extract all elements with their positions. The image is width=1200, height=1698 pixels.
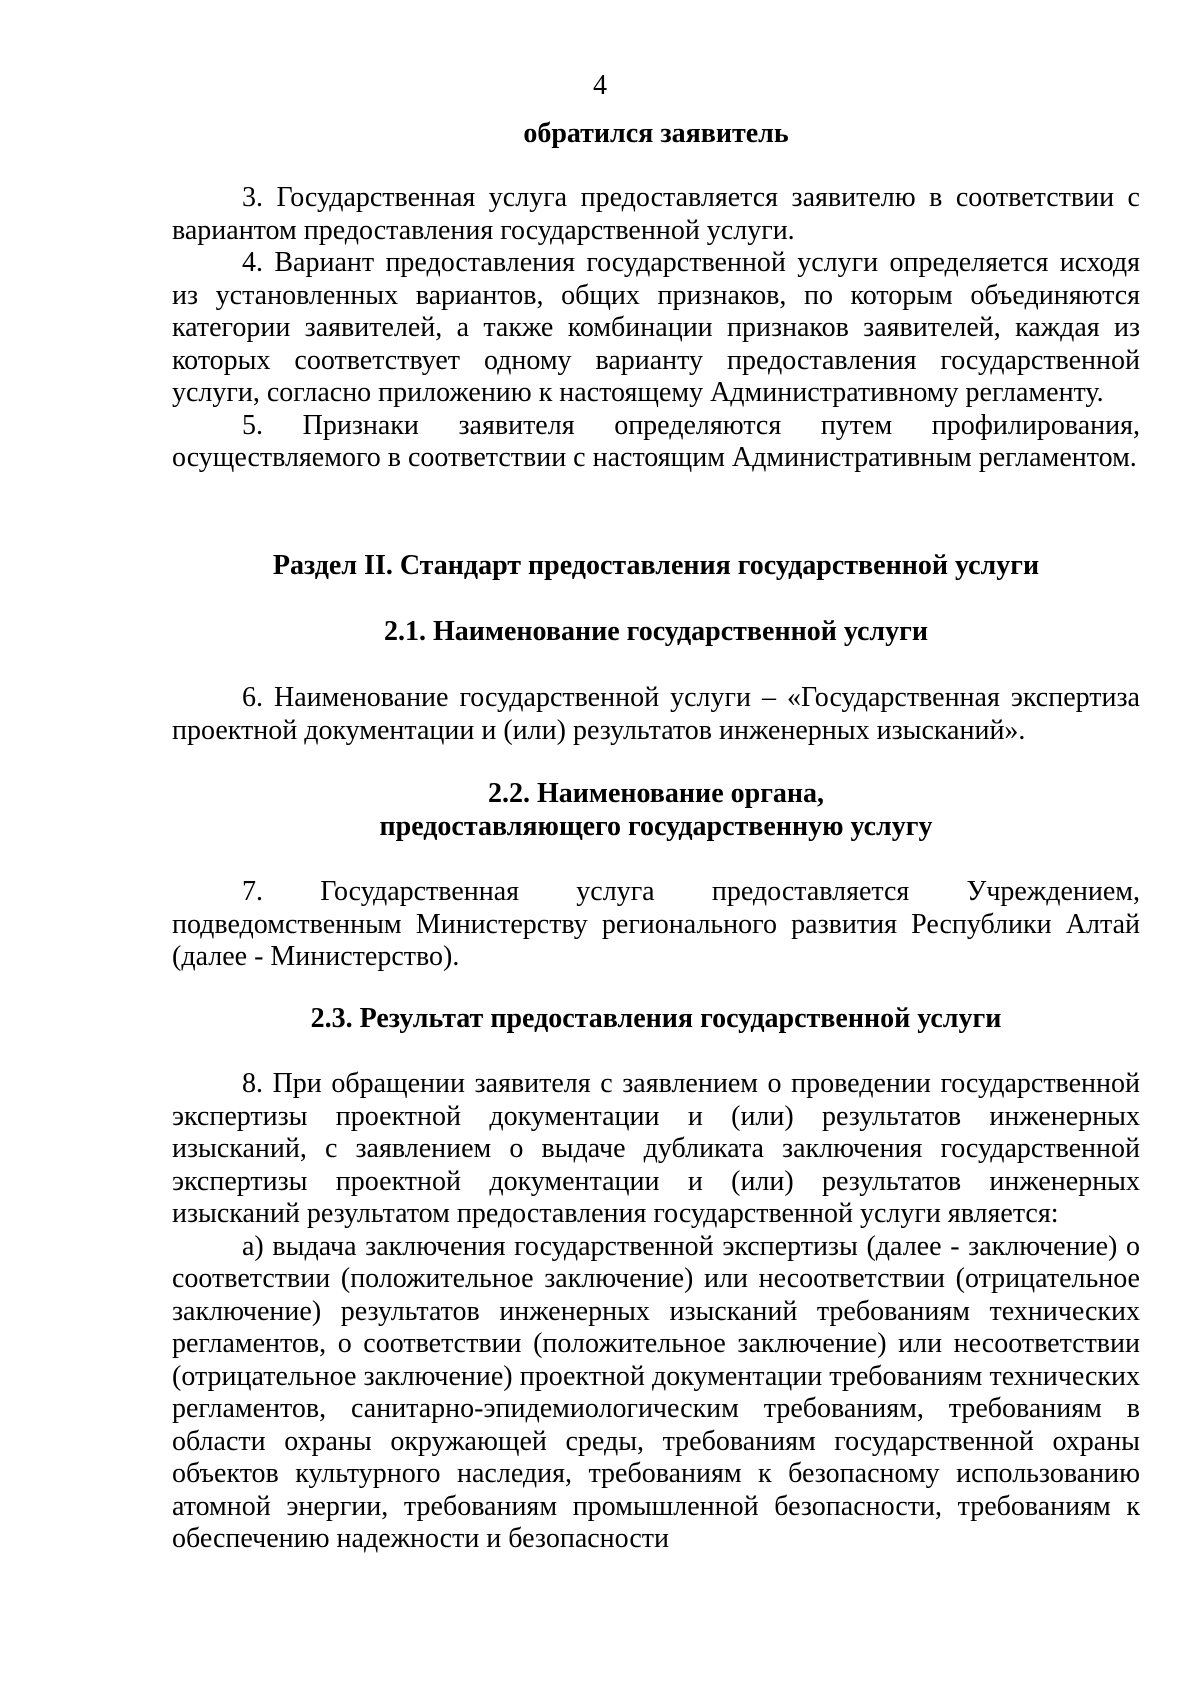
page-number: 4	[593, 70, 607, 101]
paragraphs-3-5	[172, 182, 1140, 475]
paragraph-7: 7. Государственная услуга предоставляется Учреждением, подведомственным Министерству регионального развития Республики Алтай (далее - Министерство).	[172, 876, 1140, 972]
subsection-2-3-heading-block	[172, 1003, 1140, 1036]
heading-applicant-applied: обратился заявитель	[523, 118, 789, 149]
paragraph-4: 4. Вариант предоставления государственной услуги определяется исходя из установленных вариантов, общих признаков, по которым объединяются категории заявителей, а также комбинации признаков заявителей, каждая из которых соответствует одному варианту предоставления государственной услуги, согласно приложению к настоящему Административному регламенту.	[172, 247, 1140, 408]
paragraph-3: 3. Государственная услуга предоставляется заявителю в соответствии с вариантом предоставления государственной услуги.	[172, 182, 1140, 246]
paragraph-8a: а) выдача заключения государственной экспертизы (далее - заключение) о соответствии (положительное заключение) или несоответствии (отрицательное заключение) результатов инженерных изысканий требованиям технических регламентов, о соответствии (положительное заключение) или несоответствии (отрицательное заключение) проектной документации требованиям технических регламентов, санитарно-эпидемиологическим требованиям, требованиям в области охраны окружающей среды, требованиям государственной охраны объектов культурного наследия, требованиям к безопасному использованию атомной энергии, требованиям промышленной безопасности, требованиям к обеспечению надежности и безопасности	[172, 1230, 1140, 1554]
subsection-2-3-title: 2.3. Результат предоставления государственной услуги	[310, 1003, 1002, 1034]
subsection-2-1-heading-block	[172, 616, 1140, 649]
subsection-2-2-heading-block	[172, 778, 1140, 843]
paragraph-6-block	[172, 682, 1140, 747]
subsection-2-2-title-line-2: предоставляющего государственную услугу	[379, 810, 933, 842]
paragraph-5: 5. Признаки заявителя определяются путем профилирования, осуществляемого в соответствии с настоящим Административным регламентом.	[172, 409, 1140, 473]
heading-top-block	[172, 118, 1140, 151]
paragraph-8: 8. При обращении заявителя с заявлением о проведении государственной экспертизы проектной документации и (или) результатов инженерных изысканий, с заявлением о выдаче дубликата заключения государственной экспертизы проектной документации и (или) результатов инженерных изысканий результатом предоставления государственной услуги является:	[172, 1068, 1140, 1229]
subsection-2-2-title-line-1: 2.2. Наименование органа,	[487, 778, 825, 809]
paragraph-6: 6. Наименование государственной услуги – «Государственная экспертиза проектной документации и (или) результатов инженерных изысканий».	[172, 682, 1140, 746]
section-2-heading-block	[172, 550, 1140, 583]
section-2-title: Раздел II. Стандарт предоставления государственной услуги	[272, 550, 1040, 581]
subsection-2-1-title: 2.1. Наименование государственной услуги	[384, 616, 928, 647]
subsection-2-2-title	[172, 778, 1140, 843]
paragraph-7-block	[172, 876, 1140, 974]
paragraph-8-block	[172, 1068, 1140, 1556]
